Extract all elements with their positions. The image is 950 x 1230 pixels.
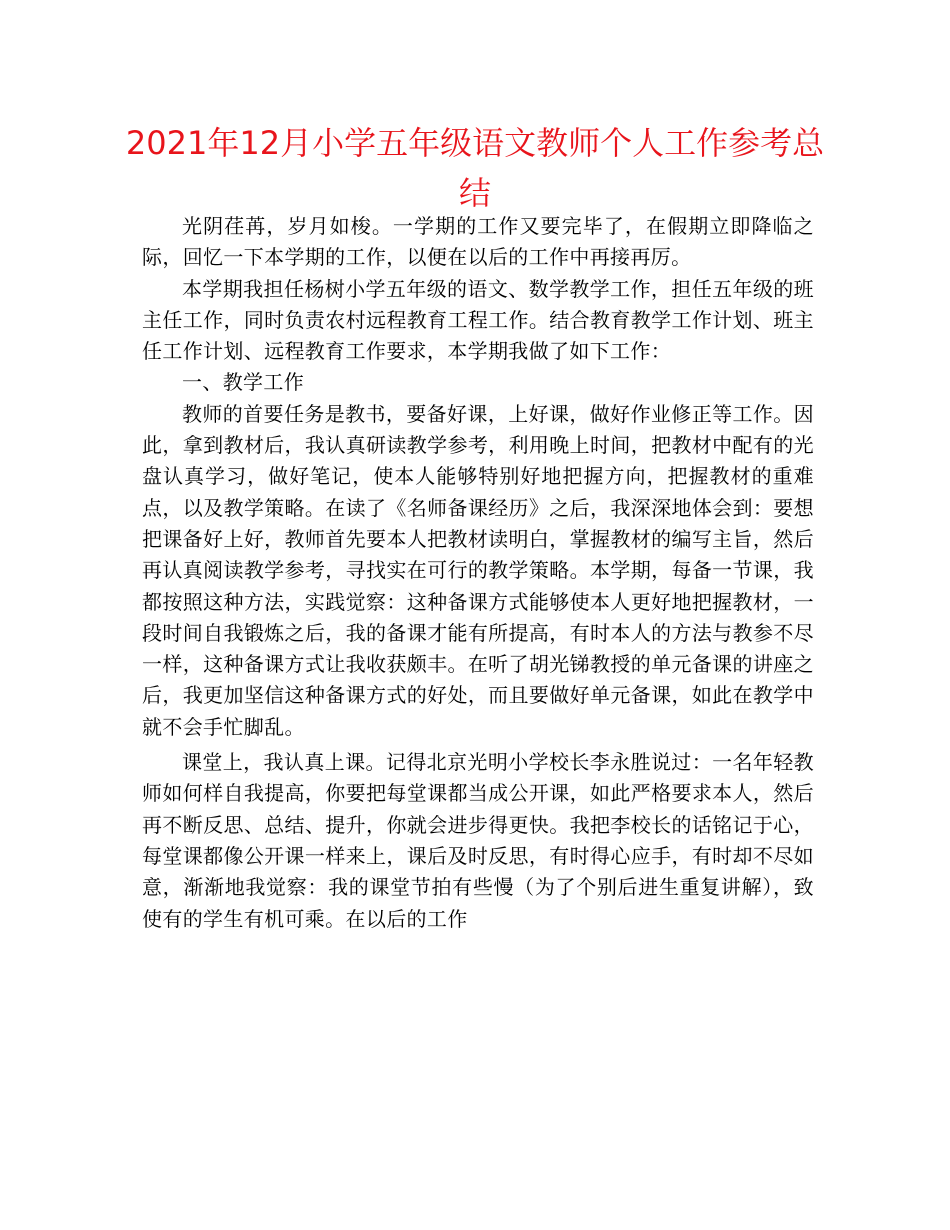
paragraph-intro: 光阴荏苒，岁月如梭。一学期的工作又要完毕了，在假期立即降临之际，回忆一下本学期的工作，以便在以后的工作中再接再厉。 xyxy=(142,214,814,270)
paragraph-classroom: 课堂上，我认真上课。记得北京光明小学校长李永胜说过：一名年轻教师如何样自我提高，你要把每堂课都当成公开课，如此严格要求本人，然后再不断反思、总结、提升，你就会进步得更快。我把李校长的话铭记于心，每堂课都像公开课一样来上，课后及时反思，有时得心应手，有时却不尽如意，渐渐地我觉察：我的课堂节拍有些慢（为了个别后进生重复讲解），致使有的学生有机可乘。在以后的工作 xyxy=(142,750,814,931)
paragraph-lesson-prep: 教师的首要任务是教书，要备好课，上好课，做好作业修正等工作。因此，拿到教材后，我认真研读教学参考，利用晚上时间，把教材中配有的光盘认真学习，做好笔记，使本人能够特别好地把握方向，把握教材的重难点，以及教学策略。在读了《名师备课经历》之后，我深深地体会到：要想把课备好上好，教师首先要本人把教材读明白，掌握教材的编写主旨，然后再认真阅读教学参考，寻找实在可行的教学策略。本学期，每备一节课，我都按照这种方法，实践觉察：这种备课方式能够使本人更好地把握教材，一段时间自我锻炼之后，我的备课才能有所提高，有时本人的方法与教参不尽一样，这种备课方式让我收获颇丰。在听了胡光锑教授的单元备课的讲座之后，我更加坚信这种备课方式的好处，而且要做好单元备课，如此在教学中就不会手忙脚乱。 xyxy=(142,401,814,739)
document-body xyxy=(142,211,814,935)
paragraph-duties: 本学期我担任杨树小学五年级的语文、数学教学工作，担任五年级的班主任工作，同时负责农村远程教育工程工作。结合教育教学工作计划、班主任工作计划、远程教育工作要求，本学期我做了如下工作： xyxy=(142,276,814,364)
document-title: 2021年12月小学五年级语文教师个人工作参考总结 xyxy=(125,124,825,212)
section-heading-teaching: 一、教学工作 xyxy=(182,370,305,395)
